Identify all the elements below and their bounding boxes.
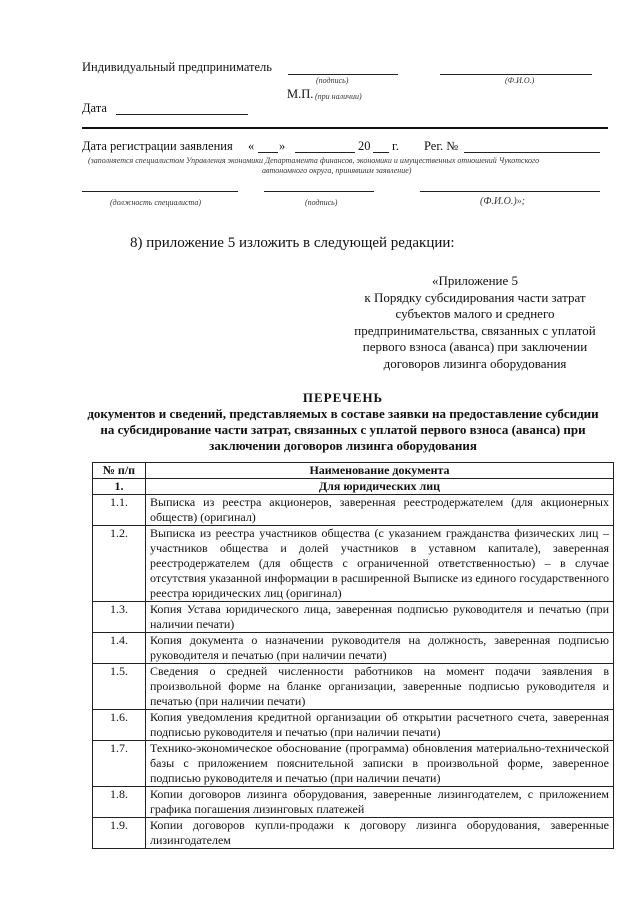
- appendix-line6: договоров лизинга оборудования: [383, 355, 567, 371]
- signature-line-2[interactable]: [264, 191, 374, 192]
- row-num: 1.9.: [93, 818, 146, 849]
- fio-caption-2: (Ф.И.О.)»;: [480, 196, 525, 207]
- title-line1: документов и сведений, представляемых в составе заявки на предоставление субсидии: [87, 406, 599, 421]
- row-num: 1.8.: [93, 787, 146, 818]
- title-line2: на субсидирование части затрат, связанных с уплатой первого взноса (аванса) при: [100, 422, 586, 437]
- mp-label: М.П.: [287, 87, 314, 101]
- fio-caption: (Ф.И.О.): [505, 76, 535, 85]
- table-row: [93, 818, 614, 849]
- table-row: [93, 602, 614, 633]
- appendix-block: [340, 273, 610, 372]
- row-text: Копия Устава юридического лица, заверенная подписью руководителя и печатью (при наличии печати): [146, 602, 614, 633]
- row-text: Технико-экономическое обоснование (программа) обновления материально-технической базы с приложением пояснительной записки в произвольной форме, заверенное подписью руководителя и печатью (при наличии печати): [146, 741, 614, 787]
- title-main: ПЕРЕЧЕНЬ: [302, 390, 384, 405]
- header-name: Наименование документа: [146, 463, 614, 479]
- table-header-row: [93, 463, 614, 479]
- table-row: [93, 787, 614, 818]
- reg-month-line[interactable]: [295, 152, 355, 153]
- reg-quote-close: »: [279, 139, 286, 153]
- section-num: 1.: [93, 479, 146, 495]
- appendix-line5: первого взноса (аванса) при заключении: [362, 339, 588, 354]
- reg-day-line[interactable]: [258, 152, 278, 153]
- appendix-line3: субъектов малого и среднего: [395, 306, 555, 321]
- row-num: 1.5.: [93, 664, 146, 710]
- date-label: Дата: [82, 101, 107, 115]
- row-num: 1.7.: [93, 741, 146, 787]
- table-row: [93, 495, 614, 526]
- table-row: [93, 633, 614, 664]
- appendix-line1: «Приложение 5: [431, 273, 519, 288]
- section-name: Для юридических лиц: [146, 479, 614, 495]
- appendix-line2: к Порядку субсидирования части затрат: [364, 289, 586, 305]
- date-line[interactable]: [116, 114, 248, 115]
- section-row: [93, 479, 614, 495]
- signature-line[interactable]: [288, 74, 398, 75]
- mp-caption: (при наличии): [315, 92, 362, 101]
- documents-table: [92, 462, 614, 849]
- position-caption: (должность специалиста): [110, 198, 202, 207]
- reg-number-label: Рег. №: [424, 139, 459, 153]
- reg-number-line[interactable]: [464, 152, 600, 153]
- ip-label: Индивидуальный предприниматель: [82, 60, 272, 74]
- amendment-text: 8) приложение 5 изложить в следующей редакции:: [130, 235, 455, 251]
- row-num: 1.3.: [93, 602, 146, 633]
- fio-line-2[interactable]: [420, 191, 600, 192]
- appendix-line4: предпринимательства, связанных с уплатой: [354, 322, 596, 338]
- row-text: Копии договоров купли-продажи к договору лизинга оборудования, заверенные лизингодателем: [146, 818, 614, 849]
- table-row: [93, 741, 614, 787]
- fill-note-line2: автономного округа, принявшим заявление): [262, 166, 412, 175]
- reg-year-line[interactable]: [373, 152, 389, 153]
- reg-quote-open: «: [248, 139, 255, 153]
- table-row: [93, 526, 614, 602]
- table-row: [93, 664, 614, 710]
- table-row: [93, 710, 614, 741]
- section-divider: [82, 127, 608, 129]
- signature-caption-2: (подпись): [305, 198, 338, 207]
- position-line[interactable]: [82, 191, 238, 192]
- row-text: Сведения о средней численности работников на момент подачи заявления в произвольной форме на бланке организации, заверенные подписью руководителя и печатью (при наличии печати): [146, 664, 614, 710]
- row-text: Копия уведомления кредитной организации об открытии расчетного счета, заверенная подписью руководителя и печатью (при наличии печати): [146, 710, 614, 741]
- row-text: Выписка из реестра акционеров, заверенная реестродержателем (для акционерных обществ) (оригинал): [146, 495, 614, 526]
- signature-caption: (подпись): [316, 76, 349, 85]
- row-text: Копия документа о назначении руководителя на должность, заверенная подписью руководителя и печатью (при наличии печати): [146, 633, 614, 664]
- reg-date-label: Дата регистрации заявления: [82, 139, 233, 153]
- header-num: № п/п: [93, 463, 146, 479]
- reg-year-suffix: г.: [392, 139, 399, 153]
- title-line3: заключении договоров лизинга оборудования: [209, 438, 477, 453]
- reg-year: 20: [358, 139, 371, 153]
- document-title: [78, 390, 608, 454]
- row-num: 1.6.: [93, 710, 146, 741]
- row-num: 1.4.: [93, 633, 146, 664]
- row-text: Копии договоров лизинга оборудования, заверенные лизингодателем, с приложением графика погашения лизинговых платежей: [146, 787, 614, 818]
- row-num: 1.1.: [93, 495, 146, 526]
- row-num: 1.2.: [93, 526, 146, 602]
- row-text: Выписка из реестра участников общества (с указанием гражданства физических лиц – участников общества и долей участников в уставном капитале), заверенная реестродержателем (для обществ с ограниченной ответственностью) – в случае отсутствия указанной информации в расширенной Выписке из единого государственного реестра юридических лиц (оригинал): [146, 526, 614, 602]
- fill-note-line1: (заполняется специалистом Управления экономики Департамента финансов, экономики и имущественных отношений Чукотского: [88, 156, 540, 165]
- fio-line[interactable]: [440, 74, 592, 75]
